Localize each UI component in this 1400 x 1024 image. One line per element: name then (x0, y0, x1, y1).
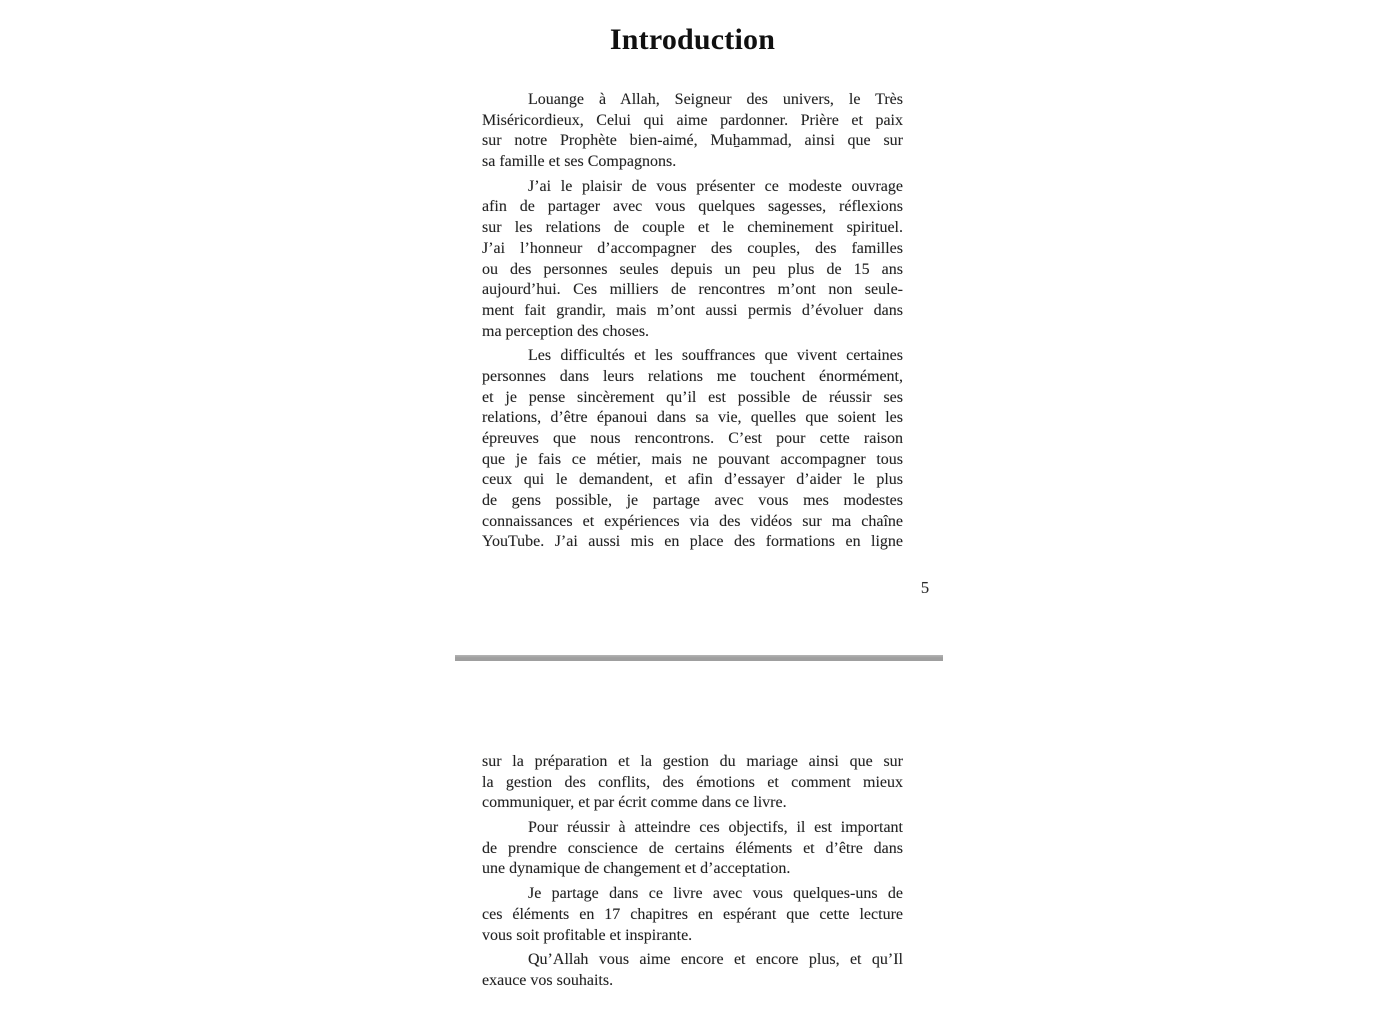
text-line: et je pense sincèrement qu’il est possible de réussir ses (482, 388, 903, 406)
text-line: sur la préparation et la gestion du mariage ainsi que sur (482, 753, 903, 770)
text-line: de gens possible, je partage avec vous mes modestes (482, 492, 903, 510)
text-line: sur notre Prophète bien-aimé, Muẖammad, ainsi que sur (482, 132, 903, 150)
text-line: exauce vos souhaits. (482, 971, 614, 989)
text-line: Qu’Allah vous aime encore et encore plus, et qu’Il (528, 951, 903, 969)
text-line: vous soit profitable et inspirante. (482, 926, 693, 944)
page-number: 5 (920, 578, 930, 597)
text-line: de prendre conscience de certains éléments et d’être dans (482, 839, 903, 857)
text-line: une dynamique de changement et d’acceptation. (482, 860, 791, 878)
text-line: sa famille et ses Compagnons. (482, 153, 677, 171)
text-line: aujourd’hui. Ces milliers de rencontres m’ont non seule- (482, 281, 903, 299)
text-line: connaissances et expériences via des vidéos sur ma chaîne (482, 512, 903, 530)
text-line: Les difficultés et les souffrances que vivent certaines (528, 347, 903, 365)
page-6-text-column (482, 752, 903, 992)
paragraph (482, 950, 903, 991)
text-line: Miséricordieux, Celui qui aime pardonner. Prière et paix (482, 111, 903, 129)
text-line: ment fait grandir, mais m’ont aussi permis d’évoluer dans (482, 301, 903, 319)
paragraph (482, 177, 903, 343)
text-line: Louange à Allah, Seigneur des univers, le Très (528, 91, 903, 108)
text-line: relations, d’être épanoui dans sa vie, quelles que soient les (482, 409, 903, 427)
text-line: J’ai le plaisir de vous présenter ce modeste ouvrage (528, 177, 903, 195)
page-divider (455, 655, 943, 661)
text-line: communiquer, et par écrit comme dans ce livre. (482, 794, 787, 812)
text-line: ma perception des choses. (482, 322, 650, 340)
text-line: YouTube. J’ai aussi mis en place des formations en ligne (482, 533, 903, 551)
text-line: ceux qui le demandent, et afin d’essayer d’aider le plus (482, 471, 903, 489)
text-line: Je partage dans ce livre avec vous quelques-uns de (528, 885, 903, 903)
text-line: J’ai l’honneur d’accompagner des couples, des familles (482, 239, 903, 257)
text-line: Pour réussir à atteindre ces objectifs, il est important (528, 819, 903, 837)
text-line: la gestion des conflits, des émotions et comment mieux (482, 773, 903, 791)
text-line: ou des personnes seules depuis un peu plus de 15 ans (482, 260, 903, 278)
paragraph (482, 346, 903, 553)
page-5-text-column (482, 90, 903, 553)
text-line: afin de partager avec vous quelques sagesses, réflexions (482, 198, 903, 216)
paragraph (482, 752, 903, 814)
text-line: ces éléments en 17 chapitres en espérant que cette lecture (482, 905, 903, 923)
paragraph (482, 90, 903, 173)
text-line: épreuves que nous rencontrons. C’est pour cette raison (482, 430, 903, 447)
chapter-title: Introduction (609, 23, 776, 56)
text-line: sur les relations de couple et le cheminement spirituel. (482, 219, 903, 237)
text-line: que je fais ce métier, mais ne pouvant accompagner tous (482, 450, 903, 468)
text-line: personnes dans leurs relations me touchent énormément, (482, 367, 903, 385)
paragraph (482, 818, 903, 880)
paragraph (482, 884, 903, 946)
